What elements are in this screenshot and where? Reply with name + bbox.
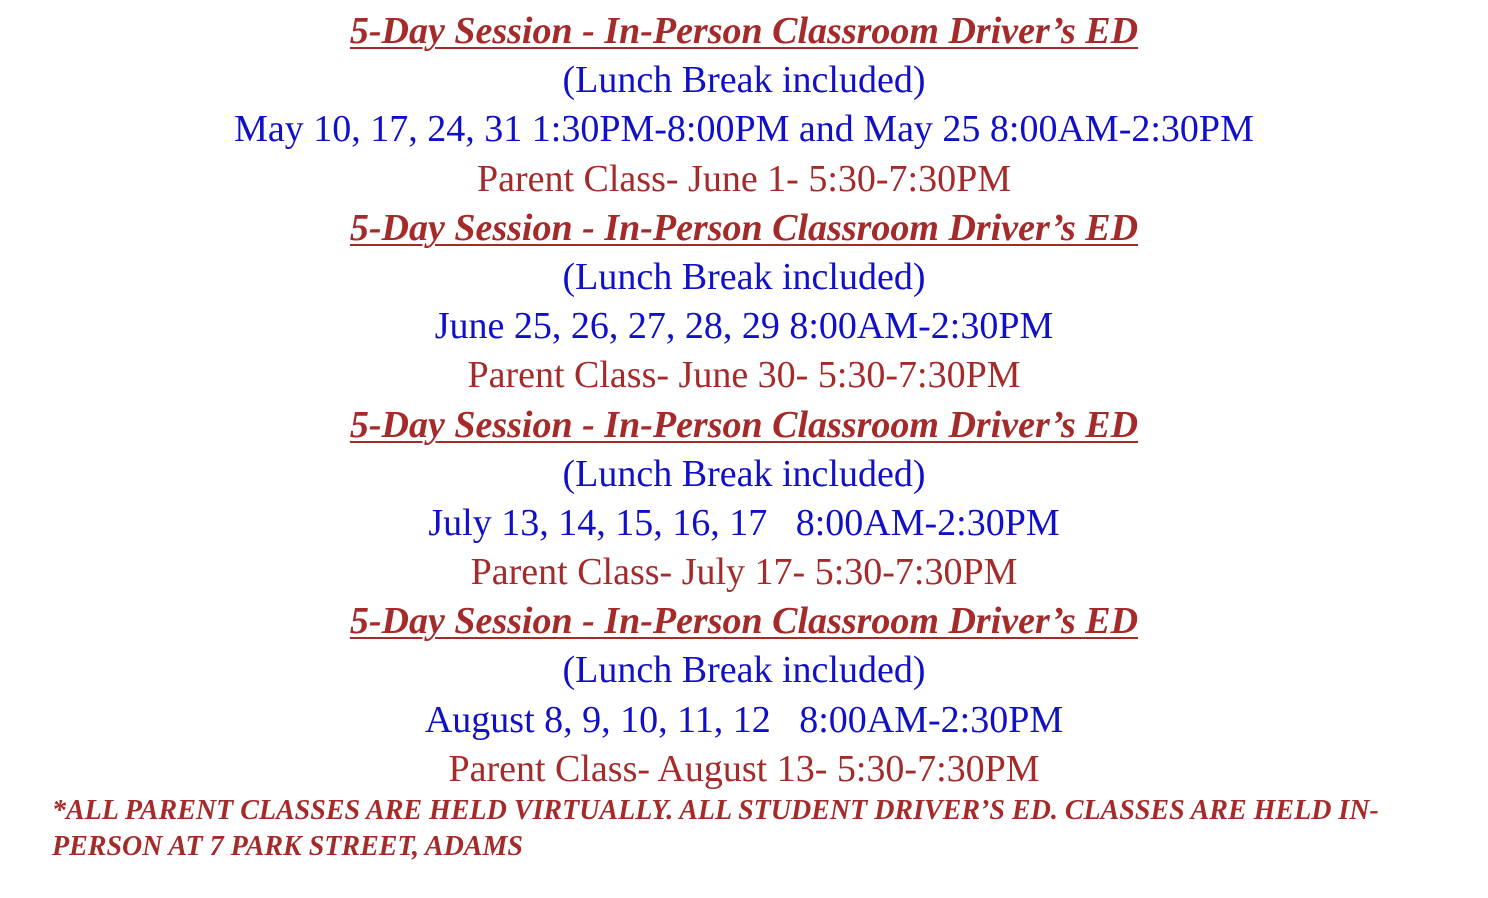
session-title: 5-Day Session - In-Person Classroom Driver’s ED [349, 403, 1139, 446]
footnote: *ALL PARENT CLASSES ARE HELD VIRTUALLY. ALL STUDENT DRIVER’S ED. CLASSES ARE HELD IN-PERSON AT 7 PARK STREET, ADAMS [52, 795, 1379, 862]
schedule-list [0, 7, 1488, 794]
session-1 [0, 7, 1488, 204]
session-title: 5-Day Session - In-Person Classroom Driver’s ED [349, 600, 1139, 643]
lunch-note: (Lunch Break included) [562, 649, 926, 692]
lunch-note: (Lunch Break included) [562, 59, 926, 102]
lunch-note: (Lunch Break included) [562, 255, 926, 298]
parent-class: Parent Class- June 30- 5:30-7:30PM [467, 354, 1021, 397]
parent-class: Parent Class- August 13- 5:30-7:30PM [448, 747, 1040, 790]
session-title: 5-Day Session - In-Person Classroom Driver’s ED [349, 206, 1139, 249]
session-2 [0, 204, 1488, 401]
session-dates: May 10, 17, 24, 31 1:30PM-8:00PM and May 25 8:00AM-2:30PM [234, 108, 1254, 151]
session-dates: July 13, 14, 15, 16, 17 8:00AM-2:30PM [428, 501, 1060, 544]
session-3 [0, 401, 1488, 598]
parent-class: Parent Class- June 1- 5:30-7:30PM [476, 157, 1012, 200]
lunch-note: (Lunch Break included) [562, 452, 926, 495]
parent-class: Parent Class- July 17- 5:30-7:30PM [470, 551, 1018, 594]
session-dates: August 8, 9, 10, 11, 12 8:00AM-2:30PM [424, 698, 1064, 741]
session-title: 5-Day Session - In-Person Classroom Driver’s ED [349, 10, 1139, 52]
session-dates: June 25, 26, 27, 28, 29 8:00AM-2:30PM [434, 305, 1054, 348]
session-4 [0, 597, 1488, 794]
